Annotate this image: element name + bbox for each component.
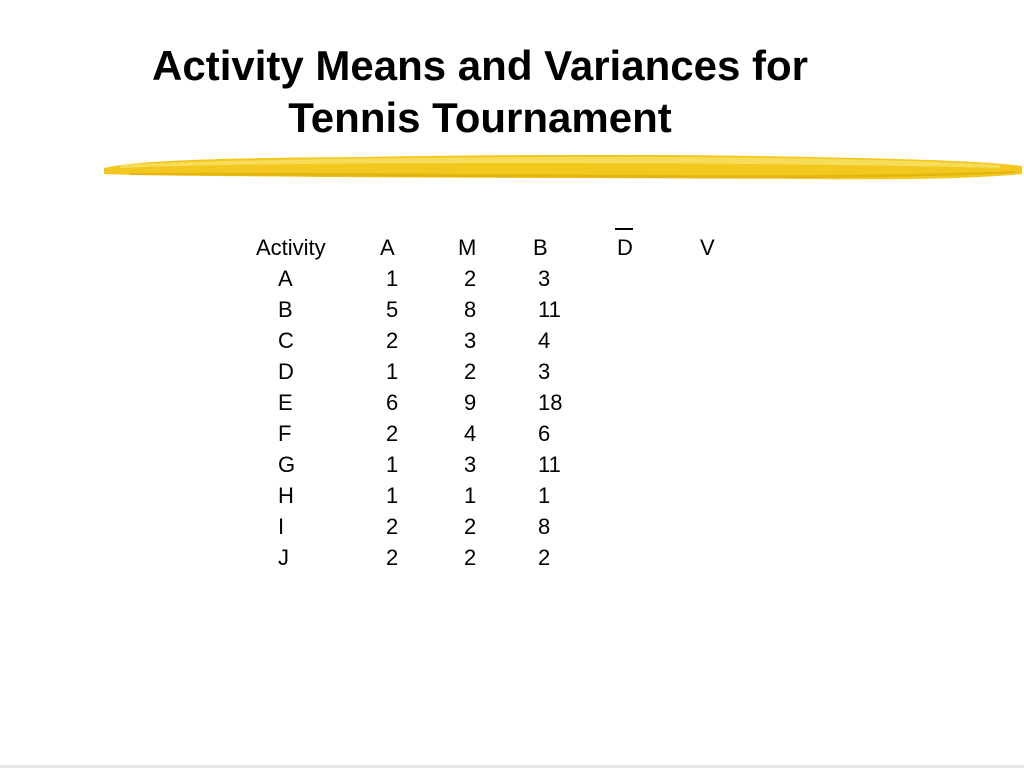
m-cell: 3 bbox=[464, 328, 477, 353]
activity-cell: F bbox=[278, 421, 292, 446]
header-b: B bbox=[533, 235, 548, 260]
b-cell: 6 bbox=[538, 421, 551, 446]
table-row bbox=[250, 449, 770, 480]
activity-cell: D bbox=[278, 359, 294, 384]
header-d-label: D bbox=[617, 235, 633, 260]
table-body bbox=[250, 263, 770, 573]
m-cell: 2 bbox=[464, 266, 477, 291]
slide-title-line-1: Activity Means and Variances for bbox=[152, 42, 808, 89]
a-cell: 2 bbox=[386, 328, 399, 353]
b-cell: 4 bbox=[538, 328, 551, 353]
a-cell: 1 bbox=[386, 359, 399, 384]
activity-cell: G bbox=[278, 452, 296, 477]
table-row bbox=[250, 325, 770, 356]
a-cell: 2 bbox=[386, 545, 399, 570]
b-cell: 3 bbox=[538, 266, 551, 291]
b-cell: 18 bbox=[538, 390, 563, 415]
yellow-highlight-stroke bbox=[100, 148, 1024, 188]
table-row bbox=[250, 511, 770, 542]
activity-cell: H bbox=[278, 483, 294, 508]
table-row bbox=[250, 418, 770, 449]
b-cell: 1 bbox=[538, 483, 551, 508]
table-row bbox=[250, 263, 770, 294]
activity-cell: C bbox=[278, 328, 294, 353]
a-cell: 2 bbox=[386, 421, 399, 446]
a-cell: 1 bbox=[386, 266, 399, 291]
activity-cell: B bbox=[278, 297, 293, 322]
a-cell: 1 bbox=[386, 452, 399, 477]
m-cell: 2 bbox=[464, 359, 477, 384]
m-cell: 4 bbox=[464, 421, 477, 446]
table-row bbox=[250, 480, 770, 511]
header-activity: Activity bbox=[256, 235, 326, 260]
table-row bbox=[250, 294, 770, 325]
mean-overbar bbox=[615, 228, 633, 230]
m-cell: 2 bbox=[464, 514, 477, 539]
m-cell: 2 bbox=[464, 545, 477, 570]
activity-cell: J bbox=[278, 545, 289, 570]
table-header-row bbox=[250, 232, 770, 263]
table-row bbox=[250, 356, 770, 387]
slide-title-line-2: Tennis Tournament bbox=[288, 94, 672, 141]
table-row bbox=[250, 542, 770, 573]
header-a: A bbox=[380, 235, 395, 260]
header-m: M bbox=[458, 235, 477, 260]
a-cell: 5 bbox=[386, 297, 399, 322]
a-cell: 2 bbox=[386, 514, 399, 539]
activity-cell: I bbox=[278, 514, 285, 539]
a-cell: 6 bbox=[386, 390, 399, 415]
activity-cell: A bbox=[278, 266, 293, 291]
b-cell: 2 bbox=[538, 545, 551, 570]
header-d-mean bbox=[617, 232, 633, 263]
a-cell: 1 bbox=[386, 483, 399, 508]
m-cell: 3 bbox=[464, 452, 477, 477]
m-cell: 8 bbox=[464, 297, 477, 322]
m-cell: 9 bbox=[464, 390, 477, 415]
b-cell: 11 bbox=[538, 452, 561, 477]
m-cell: 1 bbox=[464, 483, 477, 508]
b-cell: 3 bbox=[538, 359, 551, 384]
table-row bbox=[250, 387, 770, 418]
activity-cell: E bbox=[278, 390, 293, 415]
b-cell: 8 bbox=[538, 514, 551, 539]
slide-title bbox=[0, 40, 960, 144]
b-cell: 11 bbox=[538, 297, 561, 322]
activity-table bbox=[250, 232, 770, 573]
header-v: V bbox=[700, 235, 715, 260]
